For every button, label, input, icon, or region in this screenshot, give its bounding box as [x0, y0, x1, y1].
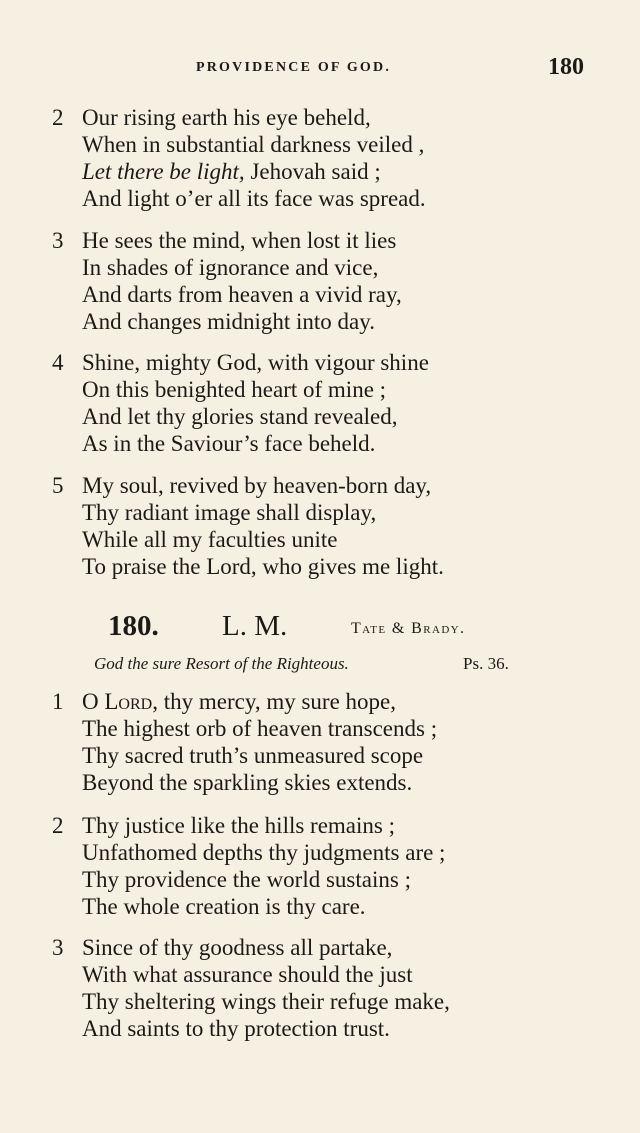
verse-line: Thy justice like the hills remains ; — [82, 813, 395, 838]
stanza-number: 2 — [52, 105, 64, 130]
stanza-number: 4 — [52, 350, 64, 375]
verse-line: And saints to thy protection trust. — [82, 1016, 390, 1041]
stanza-number: 1 — [52, 689, 64, 714]
hymn-subtitle — [0, 654, 640, 678]
verse-line — [82, 158, 381, 185]
italic-phrase: Let there be light, — [82, 159, 245, 184]
hymn-number: 180. — [108, 610, 159, 642]
stanza-179-2 — [52, 104, 612, 212]
hymn-header — [0, 610, 640, 646]
stanza-number: 5 — [52, 473, 64, 498]
verse-line: As in the Saviour’s face beheld. — [82, 431, 376, 456]
stanza-180-2 — [52, 812, 612, 920]
verse-line: Thy providence the world sustains ; — [82, 867, 411, 892]
verse-line: Our rising earth his eye beheld, — [82, 105, 371, 130]
running-title: PROVIDENCE OF GOD. — [196, 60, 392, 75]
verse-line: Thy sheltering wings their refuge make, — [82, 989, 450, 1014]
verse-line: The whole creation is thy care. — [82, 894, 366, 919]
stanza-179-4 — [52, 349, 612, 457]
stanza-180-3 — [52, 934, 612, 1042]
hymn-meter: L. M. — [222, 610, 288, 642]
psalm-reference: Ps. 36. — [463, 654, 509, 673]
verse-line: And darts from heaven a vivid ray, — [82, 282, 402, 307]
page-number: 180 — [548, 54, 584, 80]
divine-name: Lord — [104, 689, 153, 714]
stanza-number: 2 — [52, 813, 64, 838]
verse-line: The highest orb of heaven transcends ; — [82, 716, 438, 741]
verse-line: With what assurance should the just — [82, 962, 413, 987]
stanza-180-1 — [52, 688, 612, 796]
verse-line: Unfathomed depths thy judgments are ; — [82, 840, 446, 865]
verse-line: And let thy glories stand revealed, — [82, 404, 398, 429]
hymn-author: Tate & Brady. — [351, 620, 466, 637]
verse-line: Since of thy goodness all partake, — [82, 935, 393, 960]
verse-line-rest: , thy mercy, my sure hope, — [152, 689, 396, 714]
verse-line-lead: O — [82, 689, 105, 714]
verse-line: Shine, mighty God, with vigour shine — [82, 350, 429, 375]
verse-line: Thy radiant image shall display, — [82, 500, 377, 525]
verse-line-rest: Jehovah said ; — [244, 159, 381, 184]
verse-line: While all my faculties unite — [82, 527, 338, 552]
hymn-title: God the sure Resort of the Righteous. — [94, 654, 349, 673]
verse-line: In shades of ignorance and vice, — [82, 255, 379, 280]
verse-line: When in substantial darkness veiled , — [82, 132, 425, 157]
running-head — [0, 54, 640, 82]
stanza-number: 3 — [52, 228, 64, 253]
verse-line: To praise the Lord, who gives me light. — [82, 554, 444, 579]
verse-line: Beyond the sparkling skies extends. — [82, 770, 413, 795]
stanza-179-5 — [52, 472, 612, 580]
verse-line: My soul, revived by heaven-born day, — [82, 473, 432, 498]
verse-line: On this benighted heart of mine ; — [82, 377, 387, 402]
stanza-179-3 — [52, 227, 612, 335]
verse-line — [82, 688, 396, 715]
verse-line: He sees the mind, when lost it lies — [82, 228, 397, 253]
verse-line: Thy sacred truth’s unmeasured scope — [82, 743, 424, 768]
stanza-number: 3 — [52, 935, 64, 960]
verse-line: And light o’er all its face was spread. — [82, 186, 426, 211]
verse-line: And changes midnight into day. — [82, 309, 375, 334]
